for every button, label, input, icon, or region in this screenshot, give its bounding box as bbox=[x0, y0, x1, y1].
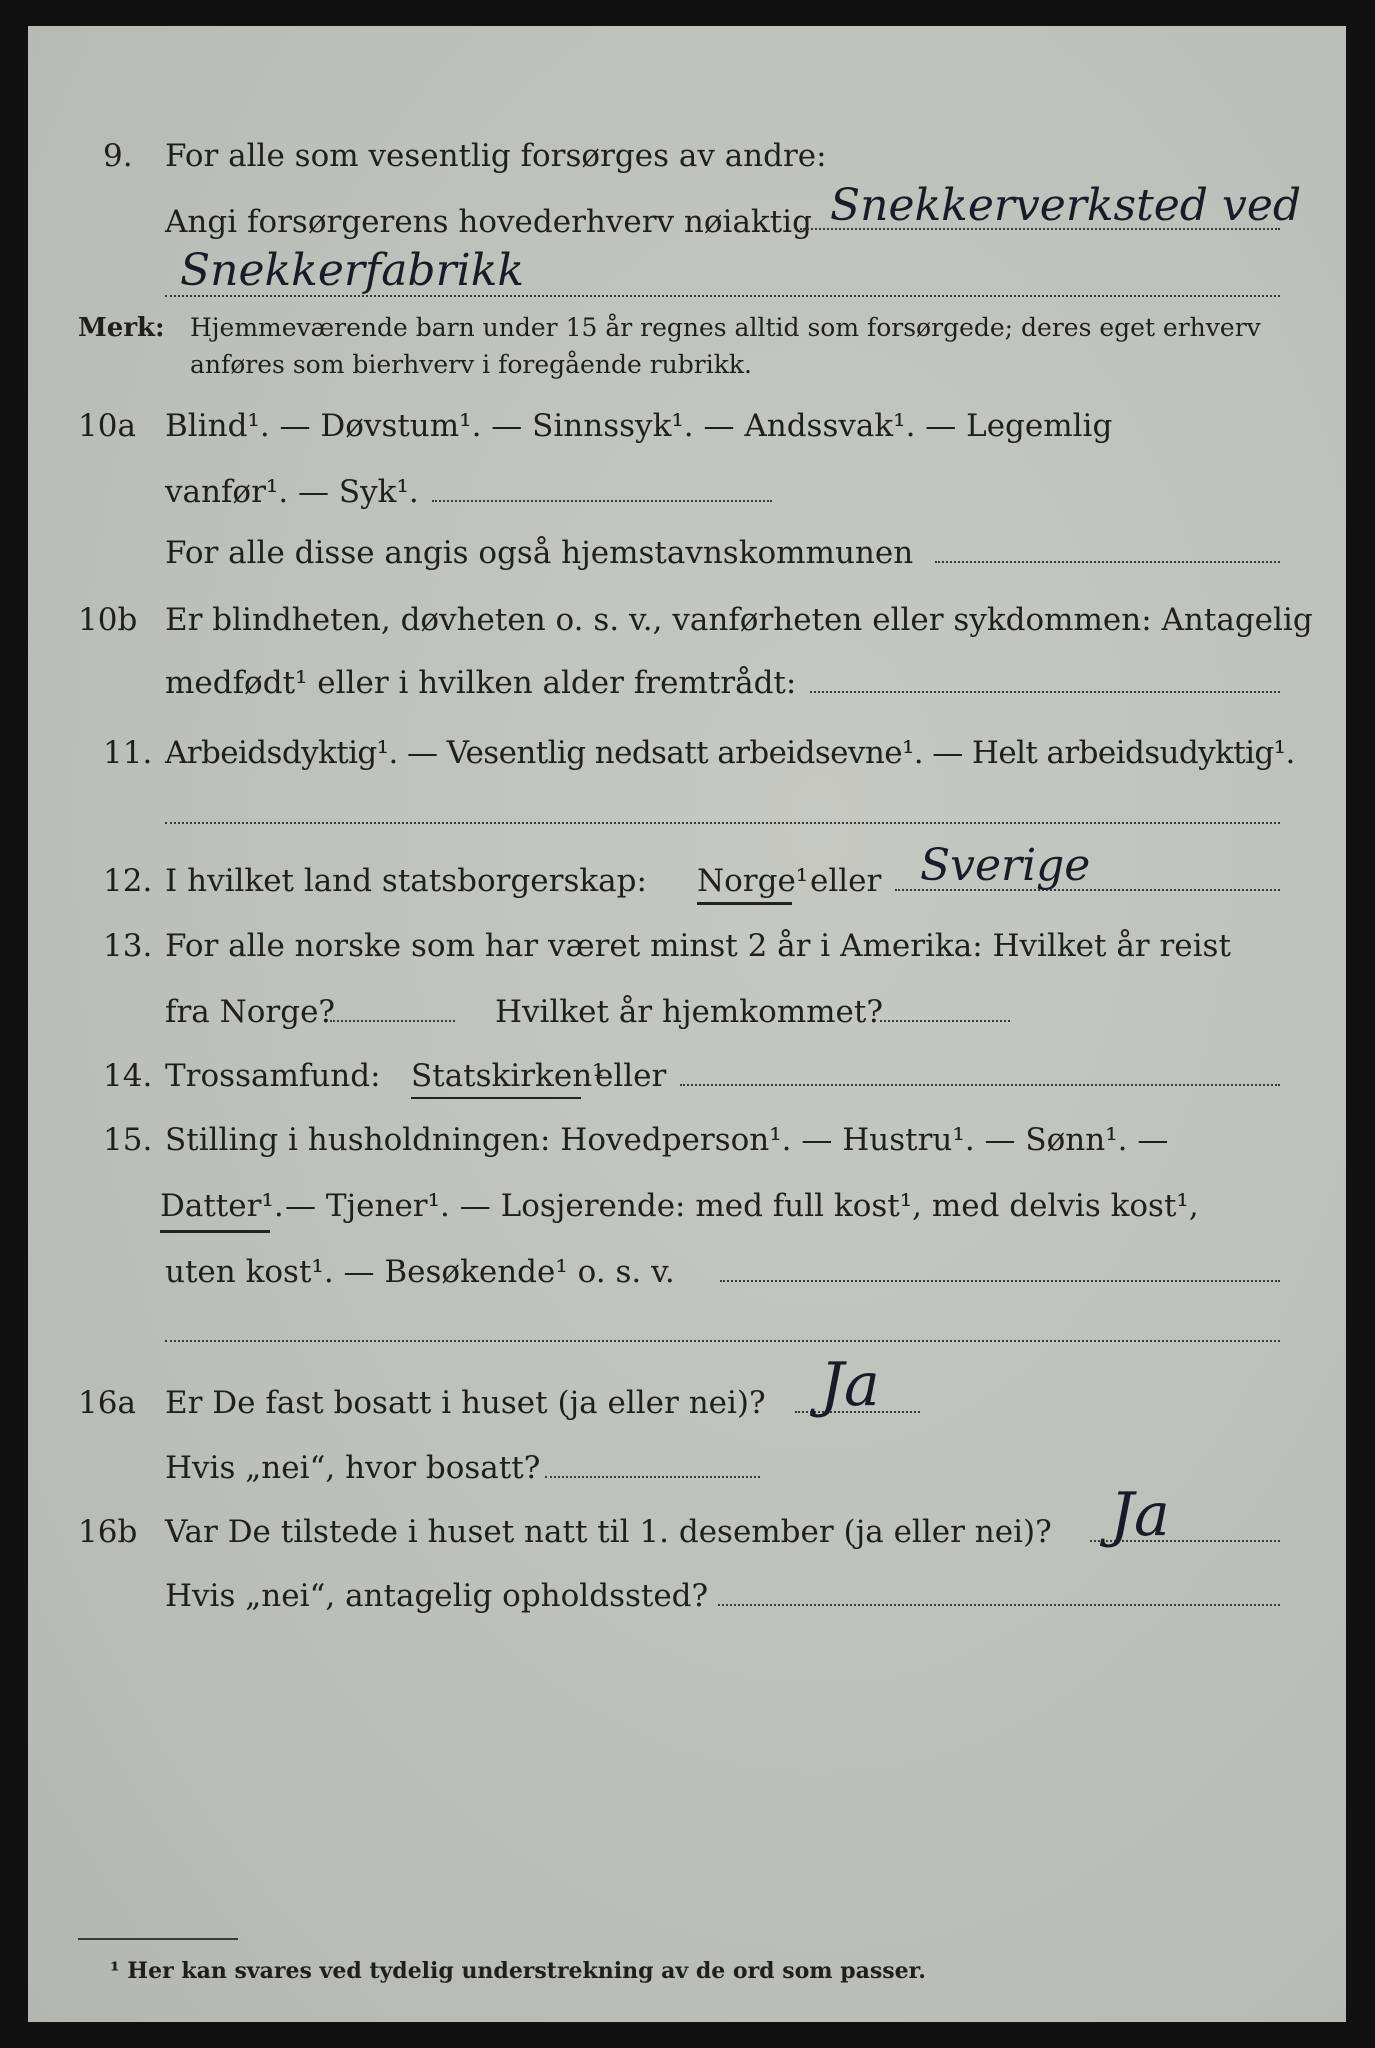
q10b-line1: Er blindheten, døvheten o. s. v., vanførheten eller sykdommen: Antagelig bbox=[165, 602, 1313, 638]
q15-line1: Stilling i husholdningen: Hovedperson¹. — Hustru¹. — Sønn¹. — bbox=[165, 1122, 1169, 1158]
q15-number: 15. bbox=[103, 1122, 153, 1158]
q10a-line3: For alle disse angis også hjemstavnskommunen bbox=[165, 535, 914, 571]
q12-text-b: eller bbox=[810, 863, 882, 899]
footnote: ¹ Her kan svares ved tydelig understrekning av de ord som passer. bbox=[110, 1958, 926, 1984]
q12-text-a: I hvilket land statsborgerskap: bbox=[165, 863, 647, 899]
q15-extra-line bbox=[165, 1340, 1280, 1342]
q15-line3: uten kost¹. — Besøkende¹ o. s. v. bbox=[165, 1254, 675, 1290]
q10b-number: 10b bbox=[78, 602, 138, 638]
q10a-number: 10a bbox=[78, 408, 136, 444]
merk-line2: anføres som bierhverv i foregående rubrikk. bbox=[190, 350, 752, 379]
q16a-number: 16a bbox=[78, 1385, 136, 1421]
q10a-line2: vanfør¹. — Syk¹. bbox=[165, 474, 419, 510]
q16b-number: 16b bbox=[78, 1514, 138, 1550]
q10a-syk-line bbox=[432, 500, 772, 502]
q13-number: 13. bbox=[103, 928, 153, 964]
q16a-bosatt-line bbox=[545, 1476, 760, 1478]
q14-answer-line bbox=[680, 1084, 1280, 1086]
merk-label: Merk: bbox=[78, 313, 165, 343]
q14-statskirken-option: Statskirken¹ bbox=[411, 1058, 605, 1094]
q10a-kommune-line bbox=[935, 561, 1280, 563]
q10a-line1: Blind¹. — Døvstum¹. — Sinnssyk¹. — Andssvak¹. — Legemlig bbox=[165, 408, 1113, 444]
q16a-line1: Er De fast bosatt i huset (ja eller nei)? bbox=[165, 1385, 766, 1421]
q16b-opholdssted-line bbox=[718, 1604, 1280, 1606]
q16b-handwritten-answer: Ja bbox=[1110, 1480, 1170, 1550]
footnote-rule bbox=[78, 1938, 238, 1940]
q15-datter-underline bbox=[160, 1230, 270, 1233]
q14-number: 14. bbox=[103, 1058, 153, 1094]
q9-handwritten-answer2: Snekkerfabrikk bbox=[180, 245, 525, 296]
q9-handwritten-answer1: Snekkerverksted ved bbox=[830, 180, 1302, 231]
q9-line2: Angi forsørgerens hovederhverv nøiaktig bbox=[165, 204, 812, 240]
merk-line1: Hjemmeværende barn under 15 år regnes alltid som forsørgede; deres eget erhverv bbox=[190, 313, 1261, 342]
q9-number: 9. bbox=[103, 138, 133, 174]
q13-line1: For alle norske som har været minst 2 år i Amerika: Hvilket år reist bbox=[165, 928, 1231, 964]
q11-number: 11. bbox=[103, 735, 153, 771]
q16a-handwritten-answer: Ja bbox=[820, 1350, 880, 1420]
q15-line2: — Tjener¹. — Losjerende: med full kost¹, med delvis kost¹, bbox=[285, 1188, 1199, 1224]
q11-line1: Arbeidsdyktig¹. — Vesentlig nedsatt arbeidsevne¹. — Helt arbeidsudyktig¹. bbox=[165, 735, 1295, 771]
q13-reist-line bbox=[330, 1020, 455, 1022]
q12-handwritten-answer: Sverige bbox=[920, 840, 1091, 891]
q10b-line2: medfødt¹ eller i hvilken alder fremtrådt: bbox=[165, 665, 797, 701]
q9-line1: For alle som vesentlig forsørges av andre: bbox=[165, 138, 827, 174]
q14-statskirken-underline bbox=[411, 1097, 581, 1099]
q13-hjemkommet-line bbox=[880, 1020, 1010, 1022]
q12-number: 12. bbox=[103, 863, 153, 899]
q16b-line2: Hvis „nei“, antagelig opholdssted? bbox=[165, 1578, 709, 1614]
q10b-answer-line bbox=[810, 691, 1280, 693]
q16b-line1: Var De tilstede i huset natt til 1. desember (ja eller nei)? bbox=[165, 1514, 1052, 1550]
q13-line2a: fra Norge? bbox=[165, 994, 336, 1030]
q15-answer-line bbox=[720, 1280, 1280, 1282]
q16a-line2: Hvis „nei“, hvor bosatt? bbox=[165, 1450, 541, 1486]
q15-datter-option: Datter¹. bbox=[160, 1188, 284, 1224]
q13-line2b: Hvilket år hjemkommet? bbox=[495, 994, 883, 1030]
q12-norge-option: Norge¹ bbox=[697, 863, 809, 899]
q14-text-b: eller bbox=[595, 1058, 667, 1094]
q14-text-a: Trossamfund: bbox=[165, 1058, 381, 1094]
q11-answer-line bbox=[165, 822, 1280, 824]
q12-norge-underline bbox=[697, 902, 792, 905]
